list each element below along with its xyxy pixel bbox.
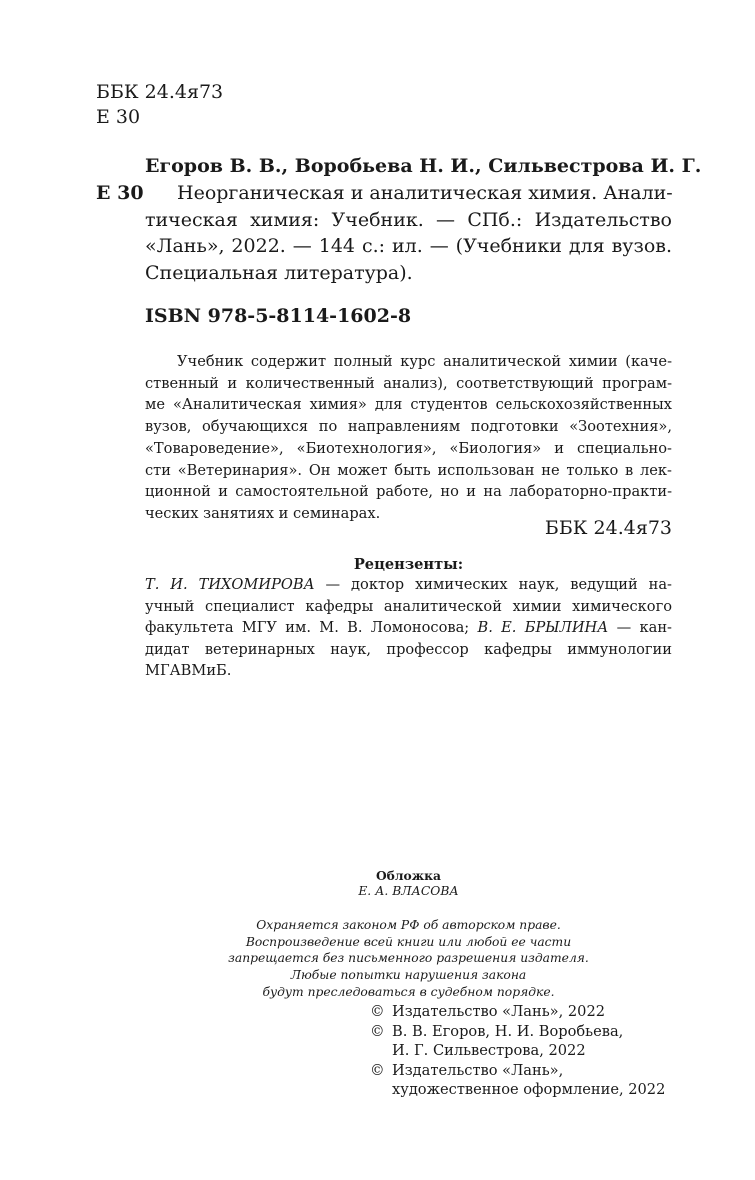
author-mark-entry: Е 30 [96, 182, 144, 204]
annotation-line: вузов, обучающихся по направлениям подготовки «Зоотехния», [145, 418, 672, 436]
annotation-line: ме «Аналитическая химия» для студентов сельскохозяйственных [145, 396, 672, 414]
reviewers-line: факультета МГУ им. М. В. Ломоносова; В. Е. БРЫЛИНА — кан- [145, 619, 672, 636]
reviewers-text [145, 574, 672, 682]
cover-designer: Е. А. ВЛАСОВА [358, 884, 459, 898]
copyright-item-continuation: художественное оформление, 2022 [392, 1081, 666, 1098]
title-line: Неорганическая и аналитическая химия. Анали- [177, 182, 673, 204]
copyright-item-continuation: И. Г. Сильвестрова, 2022 [392, 1042, 586, 1059]
copyright-symbol: © [370, 1061, 385, 1079]
notice-line: запрещается без письменного разрешения издателя. [228, 951, 589, 966]
reviewer-name: Т. И. ТИХОМИРОВА [145, 576, 315, 593]
reviewer-name: В. Е. БРЫЛИНА [477, 619, 609, 636]
copyright-symbol: © [370, 1022, 385, 1040]
reviewers-line: учный специалист кафедры аналитической химии химического [145, 597, 672, 615]
copyright-item: © В. В. Егоров, Н. И. Воробьева, [370, 1022, 624, 1040]
copyright-item: © Издательство «Лань», [370, 1061, 564, 1079]
notice-line: Любые попытки нарушения закона [290, 968, 527, 983]
bbk-code-top: ББК 24.4я73 [96, 81, 224, 103]
bbk-code-bottom: ББК 24.4я73 [544, 517, 672, 539]
copyright-symbol: © [370, 1003, 385, 1020]
reviewers-heading: Рецензенты: [353, 556, 464, 573]
annotation-line: ственный и количественный анализ), соответствующий програм- [145, 374, 672, 392]
notice-line: Воспроизведение всей книги или любой ее части [245, 934, 572, 949]
isbn: ISBN 978-5-8114-1602-8 [145, 305, 412, 327]
copyright-item: © Издательство «Лань», 2022 [370, 1003, 606, 1020]
title-line: Специальная литература). [145, 261, 413, 284]
cover-label: Обложка [375, 868, 442, 883]
bibliographic-description [145, 180, 672, 286]
annotation-line: «Товароведение», «Биотехнология», «Биология» и специально- [145, 439, 672, 457]
annotation [145, 351, 672, 525]
notice-line: Охраняется законом РФ об авторском праве. [256, 918, 561, 932]
annotation-line: сти «Ветеринария». Он может быть использован не только в лек- [145, 461, 672, 479]
reviewers-line: МГАВМиБ. [145, 662, 232, 679]
title-line: «Лань», 2022. — 144 с.: ил. — (Учебники для вузов. [145, 235, 672, 257]
annotation-line: ционной и самостоятельной работе, но и на лабораторно-практи- [145, 483, 672, 501]
annotation-line: Учебник содержит полный курс аналитической химии (каче- [177, 353, 672, 370]
author-mark-top: Е 30 [96, 106, 141, 128]
reviewers-line: дидат ветеринарных наук, профессор кафедры иммунологии [145, 640, 672, 658]
notice-line: будут преследоваться в судебном порядке. [262, 984, 555, 999]
copyright-notice [145, 917, 672, 1001]
title-line: тическая химия: Учебник. — СПб.: Издательство [145, 208, 672, 231]
copyright-list [370, 1002, 665, 1100]
annotation-line: ческих занятиях и семинарах. [145, 504, 381, 522]
reviewers-line: Т. И. ТИХОМИРОВА — доктор химических наук, ведущий на- [145, 576, 672, 593]
authors: Егоров В. В., Воробьева Н. И., Сильвестрова И. Г. [145, 155, 702, 177]
